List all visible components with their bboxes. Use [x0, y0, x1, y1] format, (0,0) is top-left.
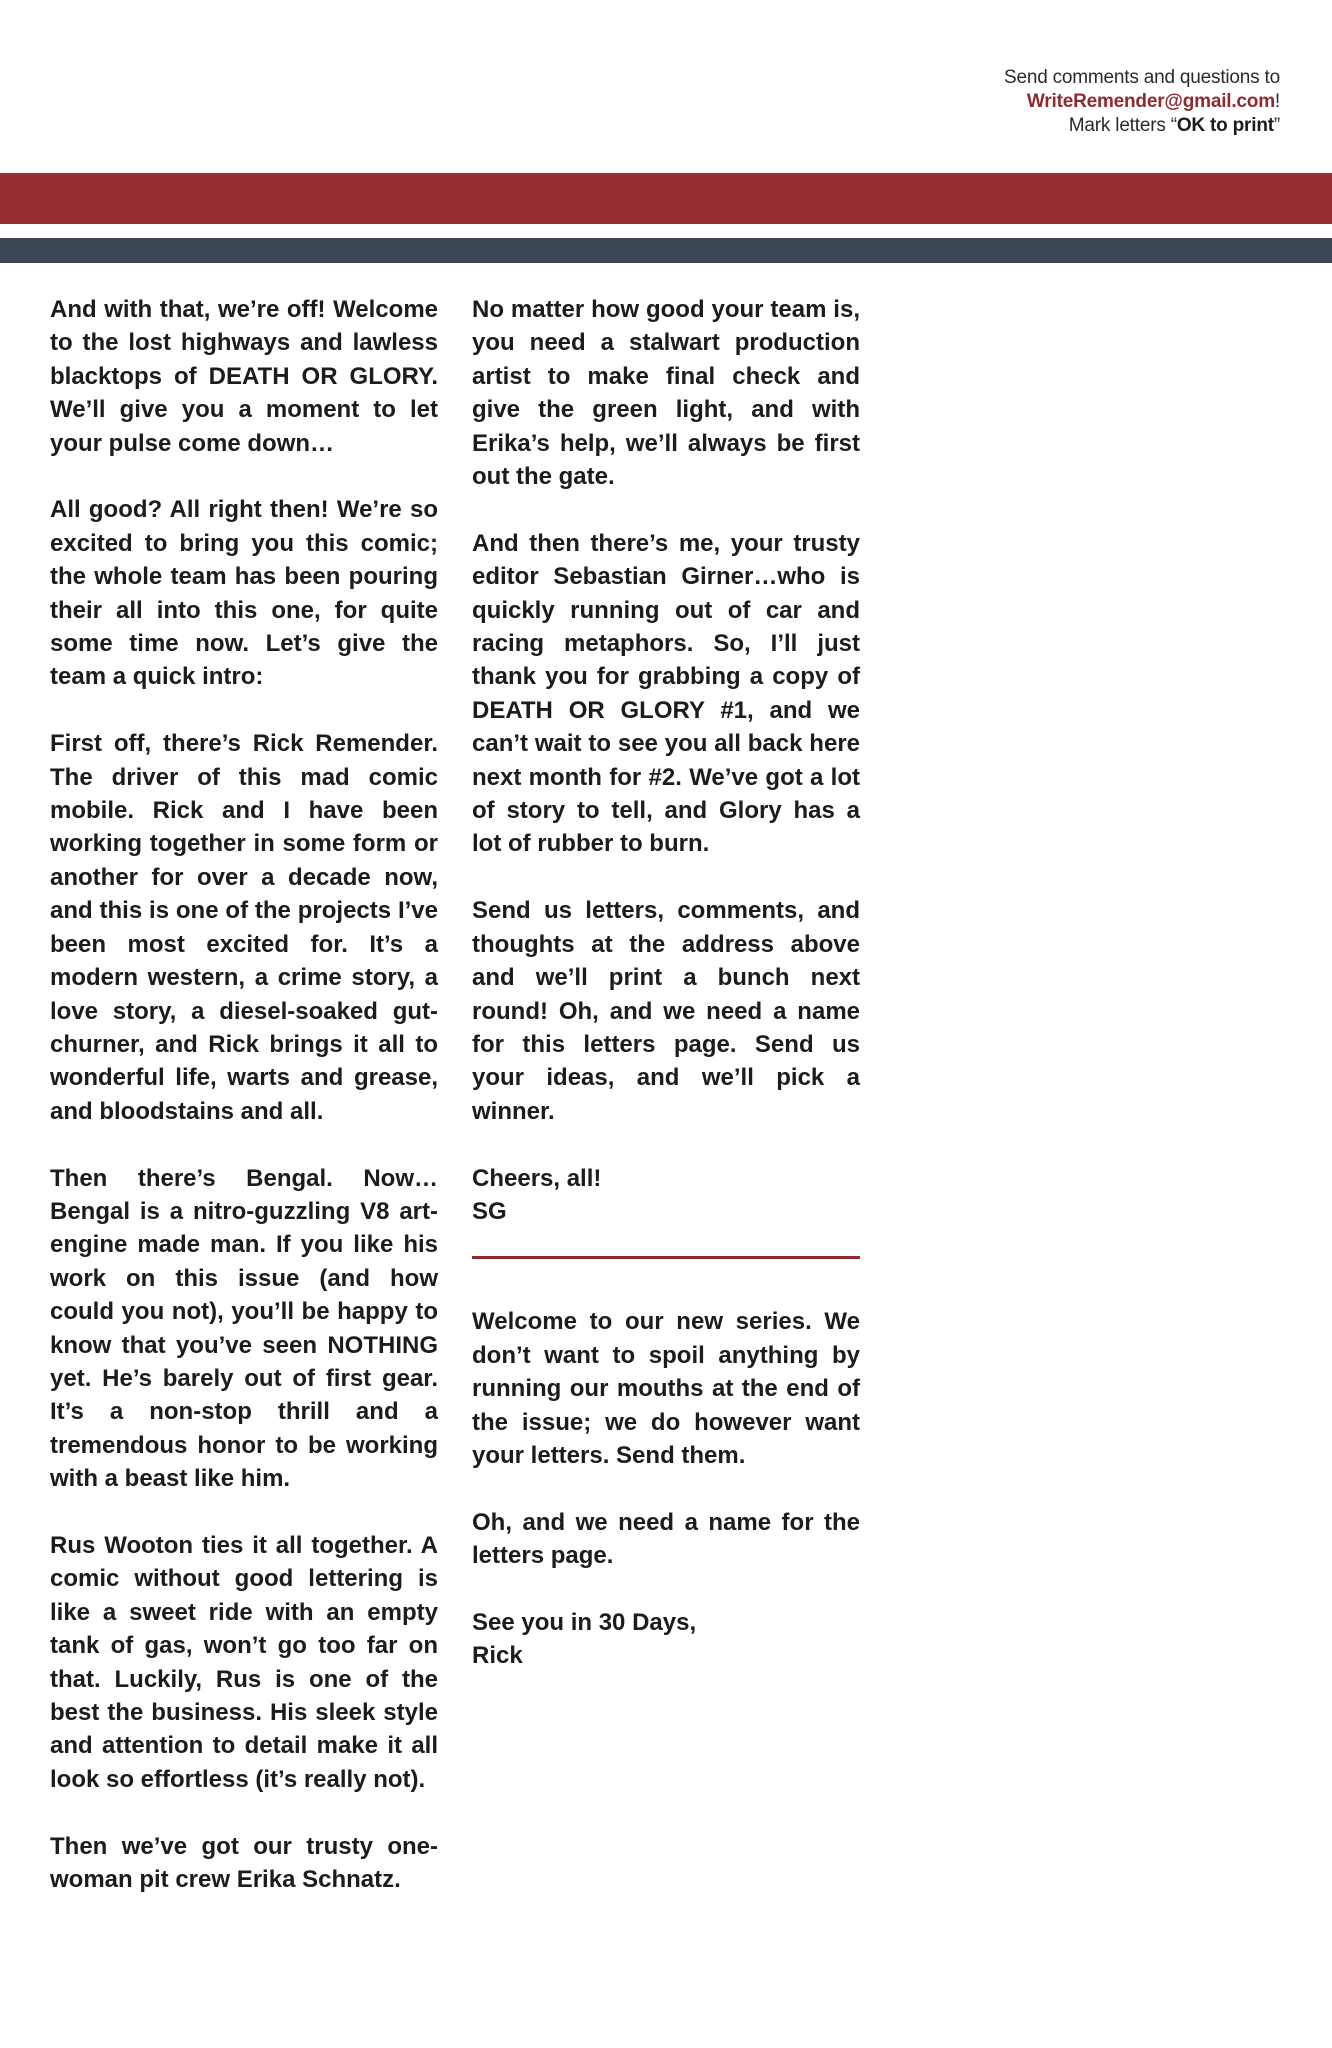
- signoff-name: SG: [472, 1197, 507, 1225]
- signoff-line: Cheers, all!: [472, 1164, 602, 1192]
- mark-letters-suffix: ”: [1273, 115, 1280, 136]
- signoff-line: See you in 30 Days,: [472, 1608, 697, 1636]
- contact-email-line: [1004, 90, 1280, 114]
- paragraph: Oh, and we need a name for the letters page.: [472, 1508, 860, 1570]
- paragraph: And with that, we’re off! Welcome to the lost highways and lawless blacktops of DEATH OR GLORY. We’ll give you a moment to let your pulse come down…: [50, 296, 438, 457]
- paragraph: No matter how good your team is, you need a stalwart production artist to make final check and give the green light, and with Erika’s help, we’ll always be first out the gate.: [472, 296, 860, 491]
- contact-line: Send comments and questions to: [1003, 67, 1280, 88]
- red-header-band: [0, 173, 1332, 224]
- paragraph: And then there’s me, your trusty editor Sebastian Girner…who is quickly running out of car and racing metaphors. So, I’ll just thank you for grabbing a copy of DEATH OR GLORY #1, and we can’t wait to see you all back here next month for #2. We’ve got a lot of story to tell, and Glory has a lot of rubber to burn.: [472, 529, 860, 858]
- email-suffix: !: [1274, 91, 1280, 112]
- signoff-rick: [472, 1606, 860, 1673]
- paragraph: Send us letters, comments, and thoughts at the address above and we’ll print a bunch next round! Oh, and we need a name for this letters page. Send us your ideas, and we’ll pick a winner.: [472, 897, 860, 1125]
- signoff-sg: [472, 1162, 860, 1229]
- right-column: [472, 293, 860, 1673]
- signoff-name: Rick: [472, 1642, 523, 1670]
- ok-to-print: OK to print: [1176, 115, 1274, 136]
- paragraph: Then there’s Bengal. Now… Bengal is a nitro-guzzling V8 art-engine made man. If you like his work on this issue (and how could you not), you’ll be happy to know that you’ve seen NOTHING yet. He’s barely out of first gear. It’s a non-stop thrill and a tremendous honor to be working with a beast like him.: [50, 1164, 438, 1493]
- left-column: [50, 293, 438, 1896]
- contact-info: [1004, 66, 1280, 138]
- email-link[interactable]: WriteRemender@gmail.com: [1026, 91, 1275, 112]
- paragraph: All good? All right then! We’re so excited to bring you this comic; the whole team has been pouring their all into this one, for quite some time now. Let’s give the team a quick intro:: [50, 496, 438, 691]
- paragraph: Welcome to our new series. We don’t want to spoil anything by running our mouths at the end of the issue; we do however want your letters. Send them.: [472, 1308, 860, 1469]
- slate-header-band: [0, 238, 1332, 263]
- paragraph: Rus Wooton ties it all together. A comic without good lettering is like a sweet ride with an empty tank of gas, won’t go too far on that. Luckily, Rus is one of the best the business. His sleek style and attention to detail make it all look so effortless (it’s really not).: [50, 1531, 438, 1793]
- section-divider: [472, 1256, 860, 1259]
- mark-letters-line: [1004, 114, 1280, 138]
- paragraph: Then we’ve got our trusty one-woman pit crew Erika Schnatz.: [50, 1832, 438, 1894]
- paragraph: First off, there’s Rick Remender. The driver of this mad comic mobile. Rick and I have been working together in some form or another for over a decade now, and this is one of the projects I’ve been most excited for. It’s a modern western, a crime story, a love story, a diesel-soaked gut-churner, and Rick brings it all to wonderful life, warts and grease, and bloodstains and all.: [50, 730, 438, 1125]
- mark-letters-prefix: Mark letters “: [1068, 115, 1177, 136]
